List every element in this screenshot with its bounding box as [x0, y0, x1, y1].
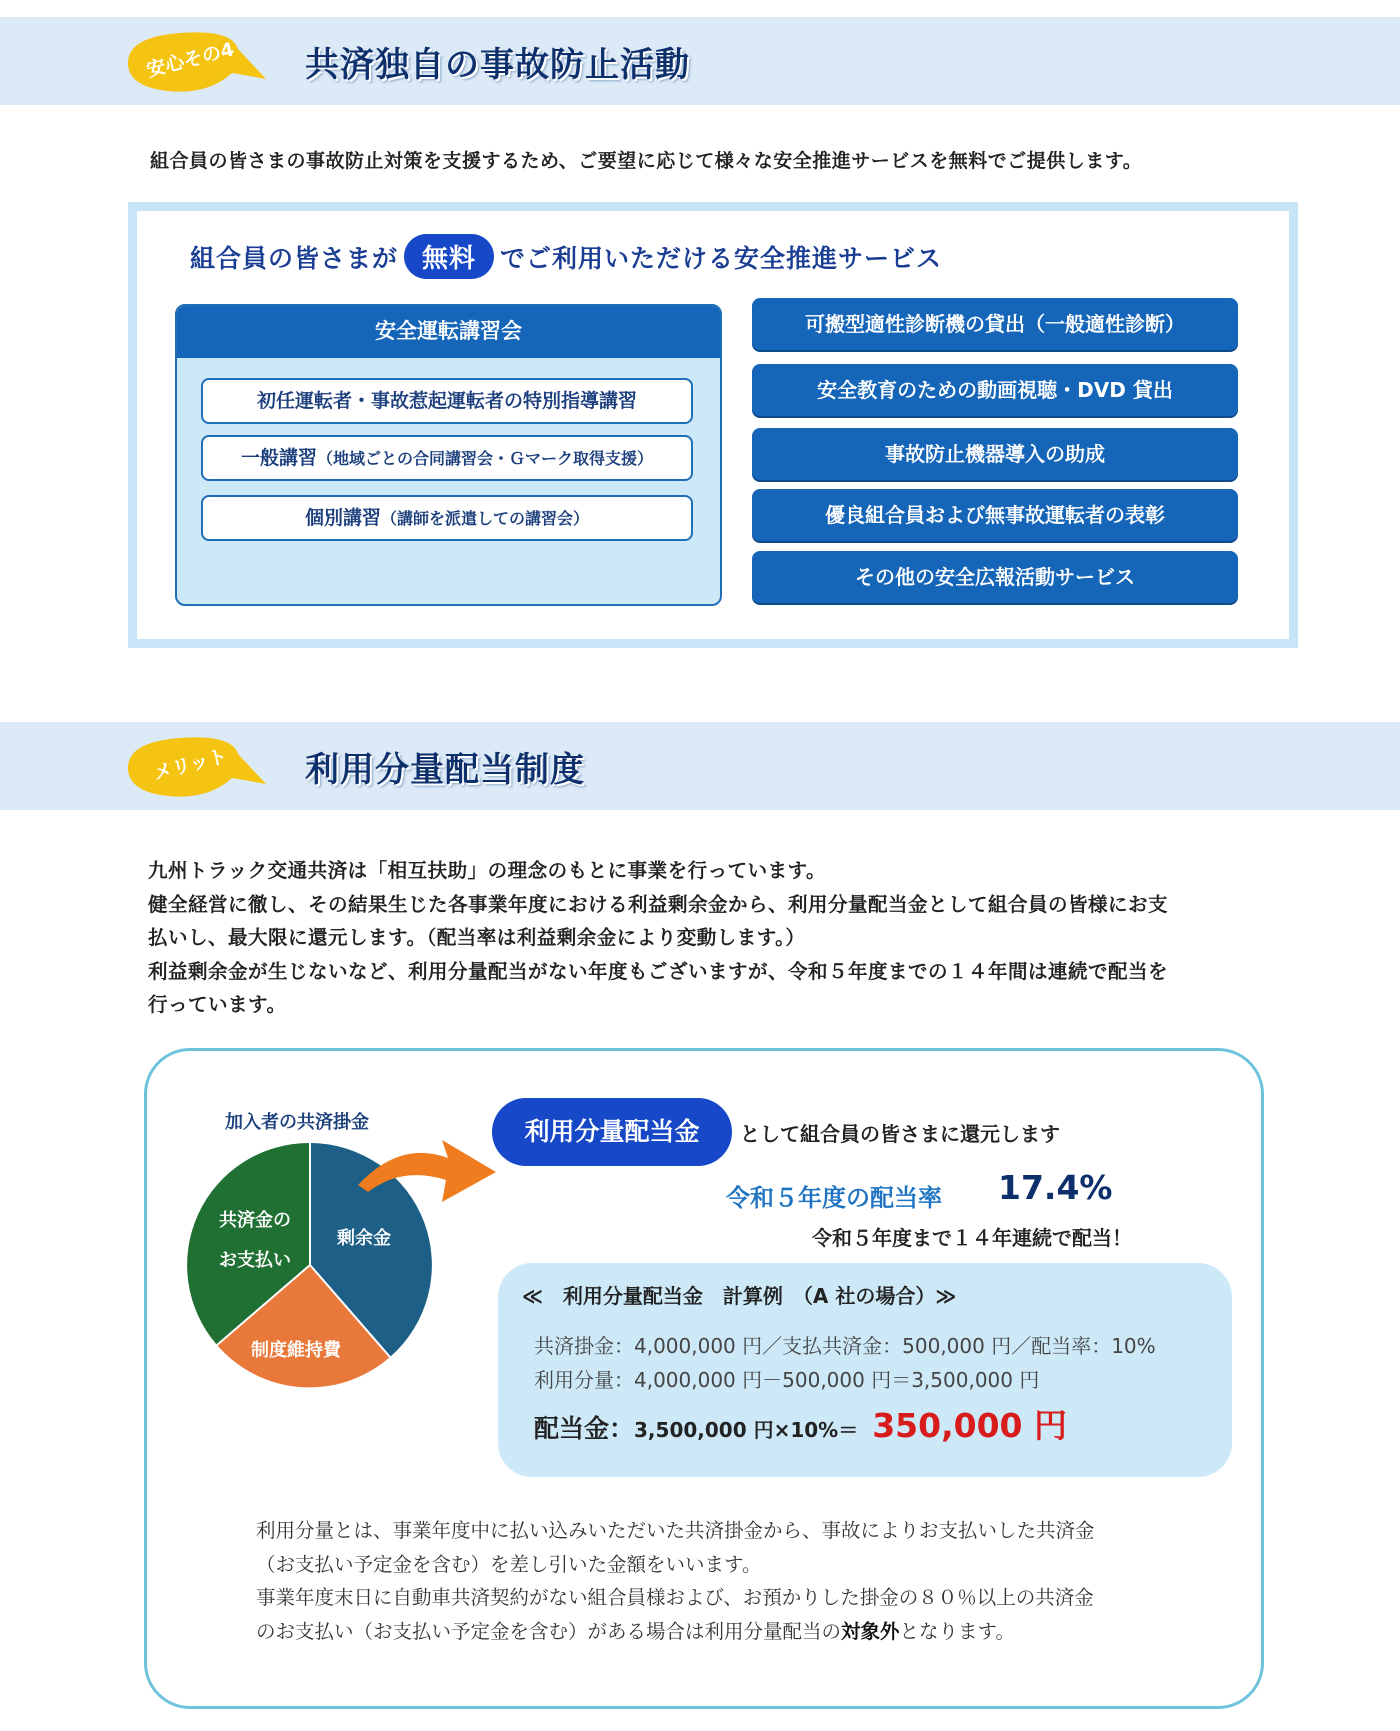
note-line: 事業年度末日に自動車共済契約がない組合員様および、お預かりした掛金の８０％以上の共済金 [256, 1586, 1094, 1609]
calc-line: 共済掛金：4,000,000 円／支払共済金：500,000 円／配当率：10% [534, 1334, 1156, 1358]
course-main: 個別講習 [304, 507, 381, 529]
course-note: （講師を派遣しての講習会） [381, 509, 590, 528]
service-button-other[interactable]: その他の安全広報活動サービス [752, 551, 1238, 603]
dividend-badge: 利用分量配当金 [492, 1098, 732, 1166]
paragraph-line: 行っています。 [148, 993, 287, 1016]
pie-label-payout-1: 共済金の [219, 1210, 291, 1231]
pie-label-maintenance: 制度維持費 [251, 1340, 341, 1361]
paragraph-line: 払いし、最大限に還元します。（配当率は利益剰余金により変動します。） [148, 926, 806, 949]
result-expression: 3,500,000 円×10%＝ [634, 1418, 859, 1442]
course-general[interactable] [201, 435, 693, 481]
safety-course-panel [175, 304, 722, 606]
paragraph-line: 九州トラック交通共済は「相互扶助」の理念のもとに事業を行っています。 [148, 859, 827, 882]
note-line: 利用分量とは、事業年度中に払い込みいただいた共済掛金から、事故によりお支払いした共済金 [256, 1519, 1095, 1542]
course-individual[interactable] [201, 495, 693, 541]
calc-title: ≪ 利用分量配当金 計算例 （A 社の場合）≫ [522, 1284, 957, 1308]
pie-chart-label: 加入者の共済掛金 [225, 1112, 369, 1133]
course-note: （地域ごとの合同講習会・Ｇマーク取得支援） [317, 449, 654, 468]
service-button-dvd[interactable]: 安全教育のための動画視聴・DVD 貸出 [752, 364, 1238, 416]
note-emphasis: 対象外 [841, 1619, 900, 1643]
paragraph-line: 利益剰余金が生じないなど、利用分量配当がない年度もございますが、令和５年度までの１４年間は連続で配当を [148, 959, 1169, 983]
free-pill: 無料 [404, 234, 494, 279]
bubble-label: メリット [151, 745, 230, 785]
rate-value: 17.4% [998, 1168, 1113, 1207]
result-label: 配当金： [534, 1414, 635, 1443]
note-text: のお支払い（お支払い予定金を含む）がある場合は利用分量配当の [256, 1619, 842, 1643]
pie-label-surplus: 剰余金 [337, 1228, 391, 1249]
note-line: （お支払い予定金を含む）を差し引いた金額をいいます。 [256, 1552, 762, 1576]
section-header-safety [0, 17, 1400, 105]
section-header-dividend [0, 722, 1400, 810]
pie-label-payout-2: お支払い [219, 1250, 291, 1271]
services-heading-after: でご利用いただける安全推進サービス [500, 244, 943, 273]
consecutive-note: 令和５年度まで１４年連続で配当！ [812, 1226, 1132, 1250]
dividend-note [256, 1514, 1095, 1648]
section-title: 利用分量配当制度 [305, 750, 585, 790]
calc-result [534, 1400, 1067, 1447]
course-panel-heading: 安全運転講習会 [177, 306, 720, 358]
bubble-label: 安心その4 [144, 38, 237, 82]
result-value: 350,000 円 [872, 1406, 1068, 1445]
course-special[interactable] [201, 378, 693, 424]
service-button-device-subsidy[interactable]: 事故防止機器導入の助成 [752, 428, 1238, 480]
note-text: となります。 [899, 1619, 1015, 1643]
service-button-award[interactable]: 優良組合員および無事故運転者の表彰 [752, 489, 1238, 541]
course-main: 一般講習 [240, 447, 317, 469]
note-line-last [256, 1615, 1095, 1649]
badge-caption: として組合員の皆さまに還元します [740, 1122, 1060, 1146]
dividend-description [148, 854, 1168, 1022]
course-main: 初任運転者・事故惹起運転者の特別指導講習 [256, 390, 637, 412]
calc-line: 利用分量：4,000,000 円－500,000 円＝3,500,000 円 [534, 1368, 1040, 1392]
paragraph-line: 健全経営に徹し、その結果生じた各事業年度における利益剰余金から、利用分量配当金として組合員の皆様にお支 [148, 892, 1169, 916]
services-heading [190, 234, 942, 279]
service-button-diagnosis[interactable]: 可搬型適性診断機の貸出（一般適性診断） [752, 298, 1238, 350]
section-title: 共済独自の事故防止活動 [305, 45, 690, 85]
rate-label: 令和５年度の配当率 [726, 1184, 942, 1212]
safety-intro: 組合員の皆さまの事故防止対策を支援するため、ご要望に応じて様々な安全推進サービスを無料でご提供します。 [150, 150, 1143, 172]
services-heading-before: 組合員の皆さまが [190, 244, 399, 273]
